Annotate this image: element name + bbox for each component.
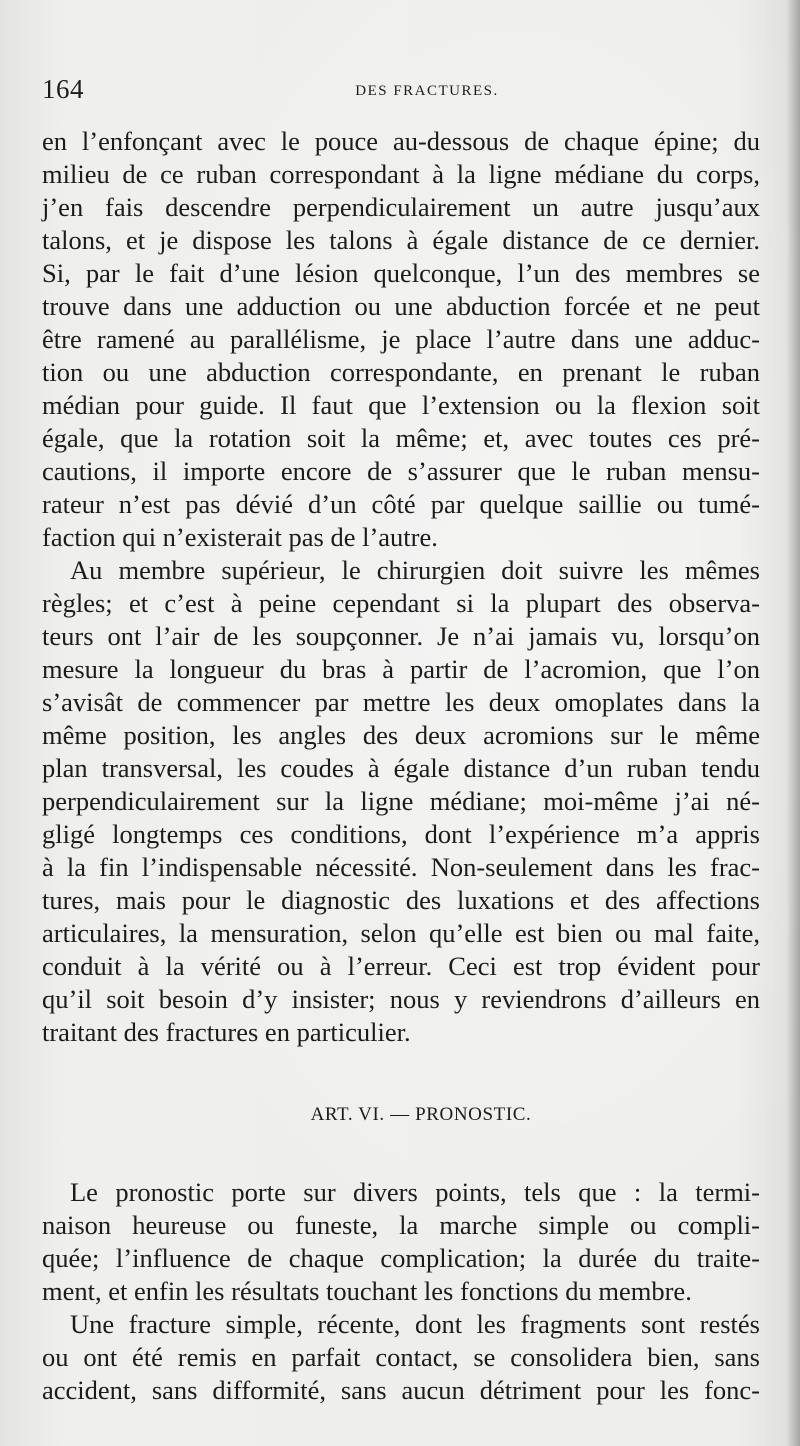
text-line: plan transversal, les coudes à égale distance d’un ruban tendu: [42, 753, 760, 783]
text-line: même position, les angles des deux acromions sur le même: [42, 720, 760, 750]
page-header: [42, 74, 762, 110]
text-line: faction qui n’existerait pas de l’autre.: [42, 522, 438, 552]
text-line: naison heureuse ou funeste, la marche simple ou compli-: [42, 1210, 760, 1240]
text-line: règles; et c’est à peine cependant si la plupart des observa-: [42, 588, 760, 618]
text-line: gligé longtemps ces conditions, dont l’expérience m’a appris: [42, 819, 760, 849]
text-line: ou ont été remis en parfait contact, se consolidera bien, sans: [42, 1342, 760, 1372]
text-line: Une fracture simple, récente, dont les fragments sont restés: [70, 1309, 760, 1339]
text-line: être ramené au parallélisme, je place l’autre dans une adduc-: [42, 324, 760, 354]
page-edge-shadow: [786, 0, 800, 1446]
text-line: tures, mais pour le diagnostic des luxations et des affections: [42, 885, 760, 915]
text-line: traitant des fractures en particulier.: [42, 1017, 411, 1047]
text-line: égale, que la rotation soit la même; et, avec toutes ces pré-: [42, 423, 760, 453]
page-number: 164: [42, 74, 84, 104]
text-line: j’en fais descendre perpendiculairement un autre jusqu’aux: [42, 192, 760, 222]
text-line: en l’enfonçant avec le pouce au-dessous de chaque épine; du: [42, 126, 760, 156]
text-line: à la fin l’indispensable nécessité. Non-seulement dans les frac-: [42, 852, 760, 882]
text-line: Si, par le fait d’une lésion quelconque, l’un des membres se: [42, 258, 760, 288]
text-line: milieu de ce ruban correspondant à la ligne médiane du corps,: [42, 159, 760, 189]
text-line: qu’il soit besoin d’y insister; nous y reviendrons d’ailleurs en: [42, 984, 760, 1014]
text-line: mesure la longueur du bras à partir de l’acromion, que l’on: [42, 654, 760, 684]
text-line: médian pour guide. Il faut que l’extension ou la flexion soit: [42, 390, 760, 420]
text-line: perpendiculairement sur la ligne médiane; moi-même j’ai né-: [42, 786, 760, 816]
text-line: trouve dans une adduction ou une abduction forcée et ne peut: [42, 291, 760, 321]
running-head: DES FRACTURES.: [355, 83, 499, 99]
text-line: Au membre supérieur, le chirurgien doit suivre les mêmes: [70, 555, 760, 585]
text-line: s’avisât de commencer par mettre les deux omoplates dans la: [42, 687, 760, 717]
text-line: rateur n’est pas dévié d’un côté par quelque saillie ou tumé-: [42, 489, 760, 519]
text-line: tion ou une abduction correspondante, en prenant le ruban: [42, 357, 760, 387]
text-line: quée; l’influence de chaque complication; la durée du traite-: [42, 1243, 760, 1273]
text-line: teurs ont l’air de les soupçonner. Je n’ai jamais vu, lorsqu’on: [42, 621, 760, 651]
text-line: Le pronostic porte sur divers points, tels que : la termi-: [70, 1177, 760, 1207]
text-line: talons, et je dispose les talons à égale distance de ce dernier.: [42, 225, 760, 255]
text-line: accident, sans difformité, sans aucun détriment pour les fonc-: [42, 1375, 760, 1405]
section-heading: ART. VI. — PRONOSTIC.: [310, 1104, 532, 1125]
text-line: articulaires, la mensuration, selon qu’elle est bien ou mal faite,: [42, 918, 760, 948]
text-line: cautions, il importe encore de s’assurer que le ruban mensu-: [42, 456, 760, 486]
text-line: conduit à la vérité ou à l’erreur. Ceci est trop évident pour: [42, 951, 760, 981]
text-line: ment, et enfin les résultats touchant les fonctions du membre.: [42, 1276, 692, 1306]
